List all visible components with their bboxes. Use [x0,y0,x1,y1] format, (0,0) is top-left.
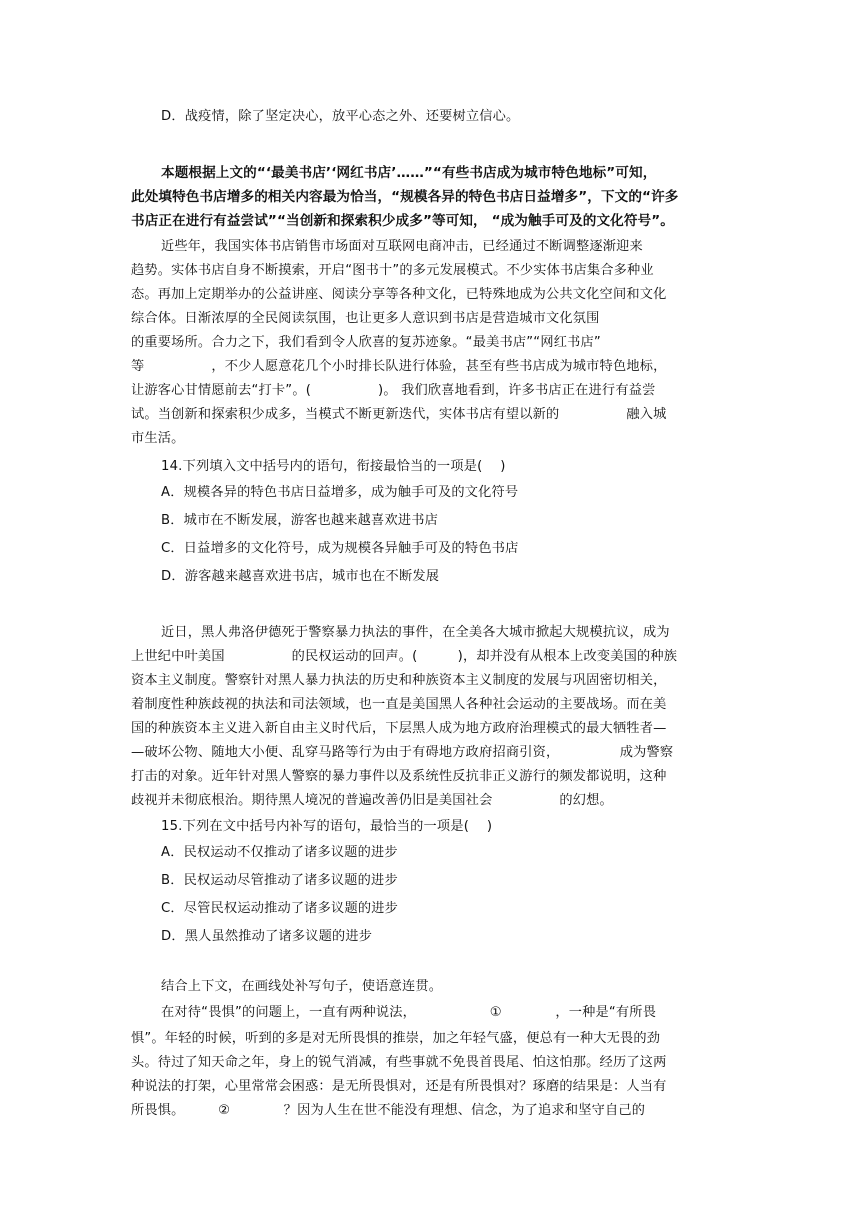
text-line: 歧视并未彻底根治。期待黑人境况的普遍改善仍旧是美国社会 的幻想。 [131,793,613,808]
text-line: 近日，黑人弗洛伊德死于警察暴力执法的事件，在全美各大城市掀起大规模抗议，成为 [161,625,670,640]
text-line: 近些年，我国实体书店销售市场面对互联网电商冲击，已经通过不断调整逐渐迎来 [161,239,643,254]
text-line: 趋势。实体书店自身不断摸索，开启“图书十”的多元发展模式。不少实体书店集合多种业 [131,263,654,278]
text-line: 资本主义制度。警察针对黑人暴力执法的历史和种族资本主义制度的发展与巩固密切相关， [131,673,667,688]
text-line: 15.下列在文中括号内补写的语句，最恰当的一项是( ) [161,819,493,834]
text-line: 本题根据上文的“‘最美书店’‘网红书店’……”“有些书店成为城市特色地标”可知， [161,165,657,181]
text-line: —破坏公物、随地大小便、乱穿马路等行为由于有碍地方政府招商引资， 成为警察 [131,745,674,760]
text-line: 所畏惧。 ② ？因为人生在世不能没有理想、信念，为了追求和坚守自己的 [131,1103,646,1118]
text-line: 等 ，不少人愿意花几个小时排长队进行体验，甚至有些书店成为城市特色地标， [131,359,667,374]
text-line: 试。当创新和探索积少成多，当模式不断更新迭代，实体书店有望以新的 融入城 [131,407,667,422]
text-line: 惧”。年轻的时候，听到的多是对无所畏惧的推崇，加之年轻气盛，便总有一种大无畏的劲 [131,1031,661,1046]
text-line: D．游客越来越喜欢进书店，城市也在不断发展 [161,569,440,584]
text-line: 打击的对象。近年针对黑人警察的暴力事件以及系统性反抗非正义游行的频发都说明，这种 [131,769,667,784]
text-line: 态。再加上定期举办的公益讲座、阅读分享等各种文化，已特殊地成为公共文化空间和文化 [131,287,667,302]
text-line: 综合体。日渐浓厚的全民阅读氛围，也让更多人意识到书店是营造城市文化氛围 [131,311,600,326]
text-line: C．尽管民权运动推动了诸多议题的进步 [161,901,398,916]
text-line: 的重要场所。合力之下，我们看到令人欣喜的复苏迹象。“最美书店”“网红书店” [131,335,601,350]
text-line: 头。待过了知天命之年，身上的锐气消减，有些事就不免畏首畏尾、怕这怕那。经历了这两 [131,1055,667,1070]
text-line: 此处填特色书店增多的相关内容最为恰当，“规模各异的特色书店日益增多”，下文的“许多 [131,189,679,205]
text-line: 国的种族资本主义进入新自由主义时代后，下层黑人成为地方政府治理模式的最大牺牲者— [131,721,667,736]
text-line: C．日益增多的文化符号，成为规模各异触手可及的特色书店 [161,541,519,556]
text-line: 市生活。 [131,431,185,446]
text-line: 上世纪中叶美国 的民权运动的回声。( )，却并没有从根本上改变美国的种族 [131,649,678,664]
text-line: A．规模各异的特色书店日益增多，成为触手可及的文化符号 [161,485,519,500]
text-line: B．民权运动尽管推动了诸多议题的进步 [161,873,398,888]
text-line: 14.下列填入文中括号内的语句，衔接最恰当的一项是( ) [161,459,506,474]
text-line: 书店正在进行有益尝试”“当创新和探索积少成多”等可知， “成为触手可及的文化符号”。 [131,213,674,229]
text-line: 种说法的打架，心里常常会困惑：是无所畏惧对，还是有所畏惧对？琢磨的结果是：人当有 [131,1079,667,1094]
text-line: D．黑人虽然推动了诸多议题的进步 [161,929,373,944]
text-line: 结合上下文，在画线处补写句子，使语意连贯。 [161,979,443,994]
text-line: B．城市在不断发展，游客也越来越喜欢进书店 [161,513,438,528]
text-line: D．战疫情，除了坚定决心，放平心态之外、还要树立信心。 [161,109,520,124]
text-line: 在对待“畏惧”的问题上，一直有两种说法， ① ，一种是“有所畏 [161,1005,657,1020]
text-line: A．民权运动不仅推动了诸多议题的进步 [161,845,398,860]
text-line: 让游客心甘情愿前去“打卡”。( )。 我们欣喜地看到，许多书店正在进行有益尝 [131,383,656,398]
text-line: 着制度性种族歧视的执法和司法领域，也一直是美国黑人各种社会运动的主要战场。而在美 [131,697,667,712]
